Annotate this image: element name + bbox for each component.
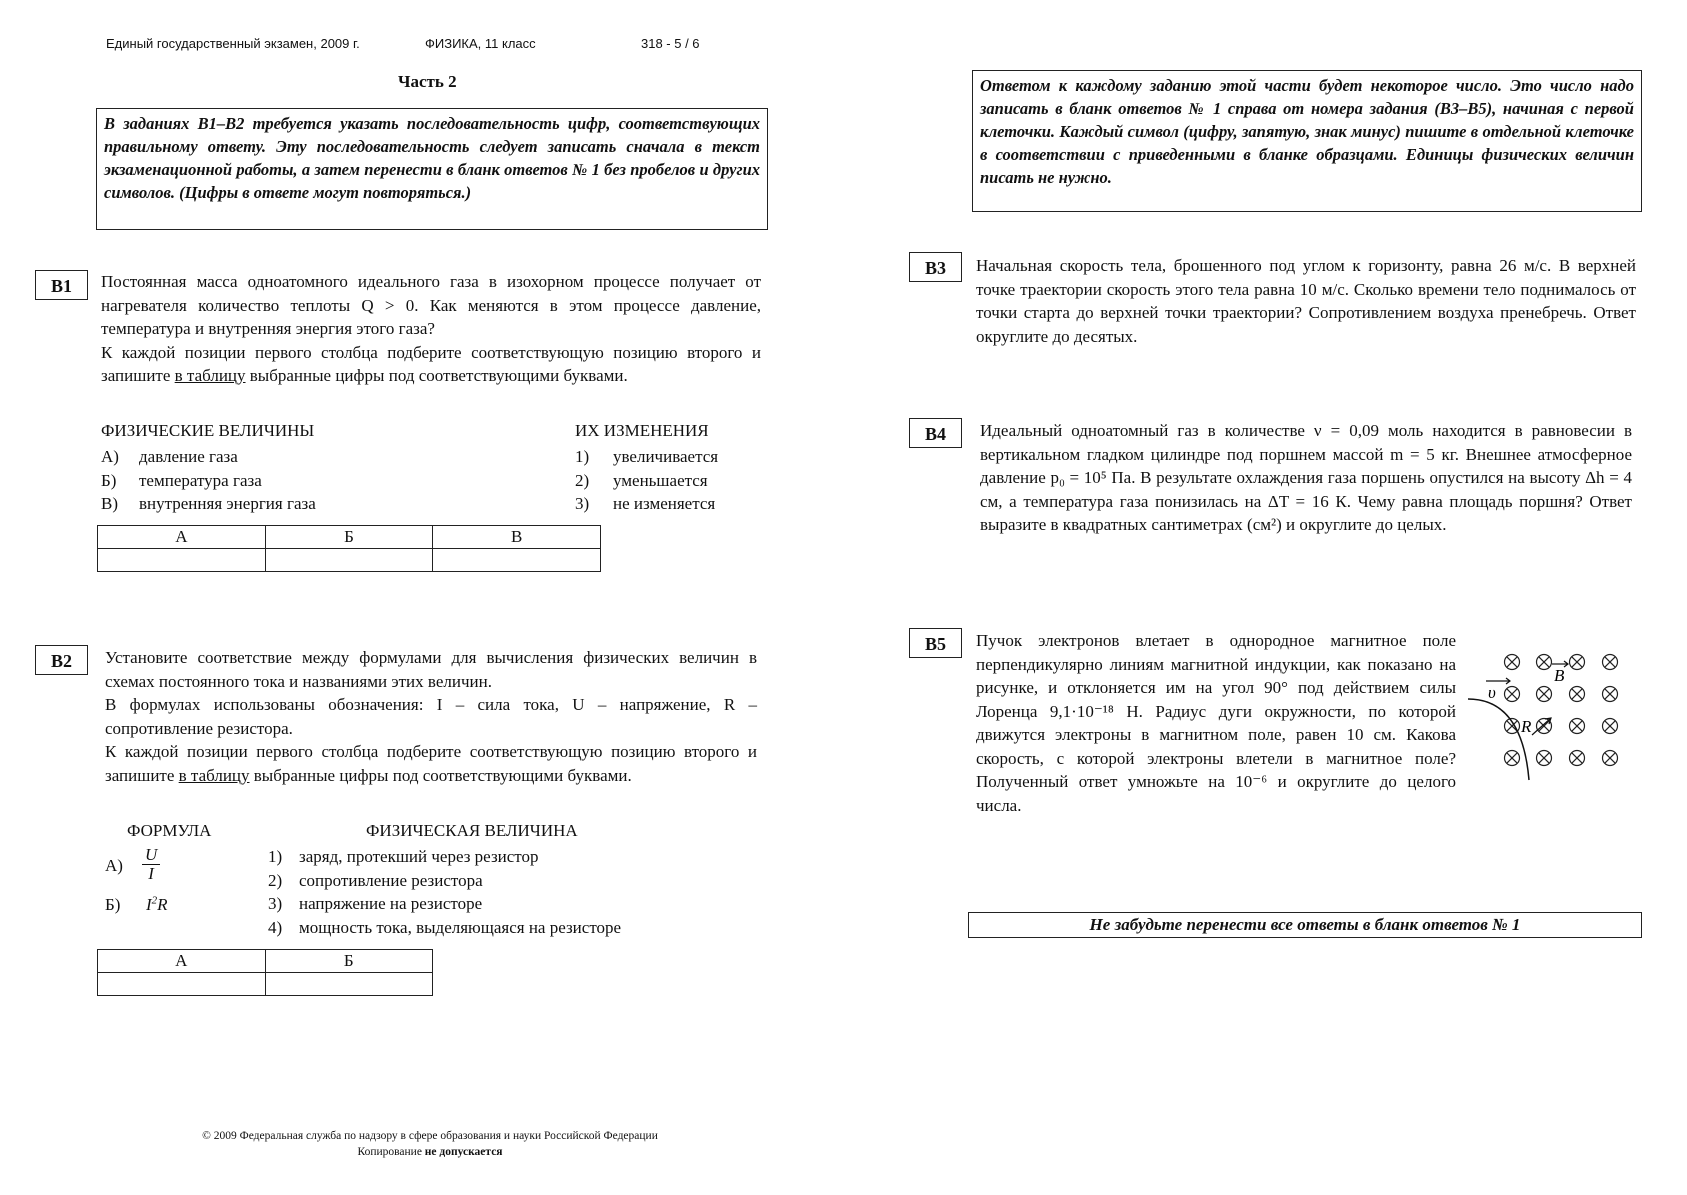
field-into-page-icon (1537, 655, 1552, 670)
b1-left-list (101, 445, 316, 516)
b4-text: Идеальный одноатомный газ в количестве ν = 0,09 моль находится в равновесии в вертикальном гладком цилиндре под поршнем массой m = 5 кг. Внешнее атмосферное давление p₀ = 10⁵ Па. В результате охлаждения газа поршень опустился на высоту Δh = 4 см, а температура газа понизилась на ΔT = 16 К. Чему равна площадь поршня? Ответ выразите в квадратных сантиметрах (см²) и округлите до целых. (980, 421, 1632, 534)
list-item: В) внутренняя энергия газа (101, 494, 316, 513)
magnetic-field-figure (1462, 640, 1622, 790)
b1-col-a: А (98, 526, 266, 549)
reminder-box: Не забудьте перенести все ответы в бланк ответов № 1 (968, 912, 1642, 938)
b2-col-a: А (98, 950, 266, 973)
b2-text-3b: выбранные цифры под соответствующими буквами. (249, 765, 632, 785)
exam-title: Единый государственный экзамен, 2009 г. (106, 36, 360, 51)
subject-title: ФИЗИКА, 11 класс (425, 36, 536, 51)
page-code: 318 - 5 / 6 (641, 36, 700, 51)
field-into-page-icon (1603, 655, 1618, 670)
b2-text (105, 646, 757, 787)
b2-formula-b-key: Б) (105, 895, 121, 914)
field-into-page-icon (1537, 687, 1552, 702)
b3-text: Начальная скорость тела, брошенного под углом к горизонту, равна 26 м/с. В верхней точке траектории скорость этого тела равна 10 м/с. Сколько времени тело поднималось от точки старта до верхней точки траектории? Сопротивлением воздуха пренебречь. Ответ округлите до десятых. (976, 256, 1636, 346)
b1-text-2a: К каждой позиции первого столбца подберите соответствующую позицию второго и запишите (101, 342, 761, 385)
field-into-page-icon (1505, 655, 1520, 670)
b2-text-1: Установите соответствие между формулами для вычисления физических величин в схемах постоянного тока и названиями этих величин. (105, 648, 757, 691)
velocity-label: υ (1488, 683, 1496, 702)
b1-label: B1 (35, 270, 88, 300)
b2-formula-a-key: А) (105, 856, 123, 875)
b1-answer-table (97, 525, 601, 572)
b5-text: Пучок электронов влетает в однородное магнитное поле перпендикулярно линиям магнитной индукции, как показано на рисунке, и отклоняется им на угол 90° под действием силы Лоренца 9,1·10⁻¹⁸ Н. Радиус дуги окружности, по которой движутся электроны в магнитном поле, равен 10 см. Какова скорость, с которой электроны влетели в магнитное поле? Полученный ответ умножьте на 10⁻⁶ и округлите до целого числа. (976, 631, 1456, 815)
list-item: А) давление газа (101, 447, 238, 466)
list-item: 4) мощность тока, выделяющаяся на резисторе (268, 917, 622, 937)
b5-label: B5 (909, 628, 962, 658)
b1-col-v: В (433, 526, 601, 549)
b1-table-link: в таблицу (174, 366, 246, 385)
b-vector-label: B (1554, 666, 1565, 685)
field-into-page-icon (1505, 687, 1520, 702)
b2-text-3 (105, 740, 757, 787)
radius-label: R (1521, 717, 1532, 736)
instructions-right: Ответом к каждому заданию этой части будет некоторое число. Это число надо записать в бланк ответов № 1 справа от номера задания (В3–В5), начиная с первой клеточки. Каждый символ (цифру, запятую, знак минус) пишите в отдельной клеточке в соответствии с приведенными в бланке образцами. Единицы физических величин писать не нужно. (972, 70, 1642, 212)
b1-answer-cell-a[interactable] (98, 549, 266, 572)
b2-right-list (268, 845, 621, 939)
field-into-page-icon (1570, 655, 1585, 670)
b3-label: B3 (909, 252, 962, 282)
list-item: 1) увеличивается (575, 447, 719, 466)
instructions-left: В заданиях В1–В2 требуется указать последовательность цифр, соответствующих правильному ответу. Эту последовательность следует записать сначала в текст экзаменационной работы, а затем перенести в бланк ответов № 1 без пробелов и других символов. (Цифры в ответе могут повторяться.) (96, 108, 768, 230)
b1-col-b: Б (265, 526, 433, 549)
list-item: 1) заряд, протекший через резистор (268, 847, 539, 866)
b2-answer-cell-b[interactable] (265, 973, 433, 996)
b1-text-2b: выбранные цифры под соответствующими буквами. (245, 366, 628, 385)
b1-text-1: Постоянная масса одноатомного идеального газа в изохорном процессе получает от нагревателя количество теплоты Q > 0. Как меняются в этом процессе давление, температура и внутренняя энергия этого газа? (101, 272, 761, 338)
list-item: 2) сопротивление резистора (268, 870, 483, 890)
field-into-page-icon (1570, 719, 1585, 734)
b2-answer-table (97, 949, 433, 996)
b1-col2-title: ИХ ИЗМЕНЕНИЯ (575, 421, 709, 440)
b1-right-list (575, 445, 718, 516)
list-item: Б) температура газа (101, 470, 262, 490)
b1-col1-title: ФИЗИЧЕСКИЕ ВЕЛИЧИНЫ (101, 421, 315, 440)
footer-copying: Копирование не допускается (357, 1146, 503, 1158)
b2-text-3a: К каждой позиции первого столбца подберите соответствующую позицию второго и запишите (105, 742, 757, 785)
b1-answer-cell-b[interactable] (265, 549, 433, 572)
field-into-page-icon (1537, 719, 1552, 734)
b2-formula-a-den: I (148, 864, 154, 883)
b1-text-2 (101, 341, 761, 388)
b1-text (101, 270, 761, 388)
b4-label: B4 (909, 418, 962, 448)
b2-formula-b: $I^2R$ (146, 894, 168, 914)
b2-col-b: Б (265, 950, 433, 973)
b2-col2-title: ФИЗИЧЕСКАЯ ВЕЛИЧИНА (366, 821, 578, 840)
b2-formula-a-num: U (142, 846, 160, 865)
b2-col1-title: ФОРМУЛА (127, 821, 212, 840)
field-into-page-icon (1570, 751, 1585, 766)
b2-formula-a (142, 846, 160, 883)
b2-answer-cell-a[interactable] (98, 973, 266, 996)
electron-trajectory (1468, 699, 1529, 780)
field-into-page-icon (1537, 751, 1552, 766)
field-into-page-icon (1505, 751, 1520, 766)
field-into-page-icon (1603, 687, 1618, 702)
list-item: 3) напряжение на резисторе (268, 894, 483, 913)
field-into-page-icon (1603, 751, 1618, 766)
footer-copyright: © 2009 Федеральная служба по надзору в сфере образования и науки Российской Федерации (202, 1130, 658, 1142)
field-into-page-icon (1570, 687, 1585, 702)
b1-answer-cell-v[interactable] (433, 549, 601, 572)
b2-table-link: в таблицу (178, 765, 250, 785)
list-item: 3) не изменяется (575, 494, 716, 513)
b2-label: B2 (35, 645, 88, 675)
b2-text-2: В формулах использованы обозначения: I – сила тока, U – напряжение, R – сопротивление резистора. (105, 695, 757, 738)
field-into-page-icon (1603, 719, 1618, 734)
list-item: 2) уменьшается (575, 470, 708, 490)
footer (140, 1128, 720, 1160)
part-title: Часть 2 (398, 72, 457, 91)
